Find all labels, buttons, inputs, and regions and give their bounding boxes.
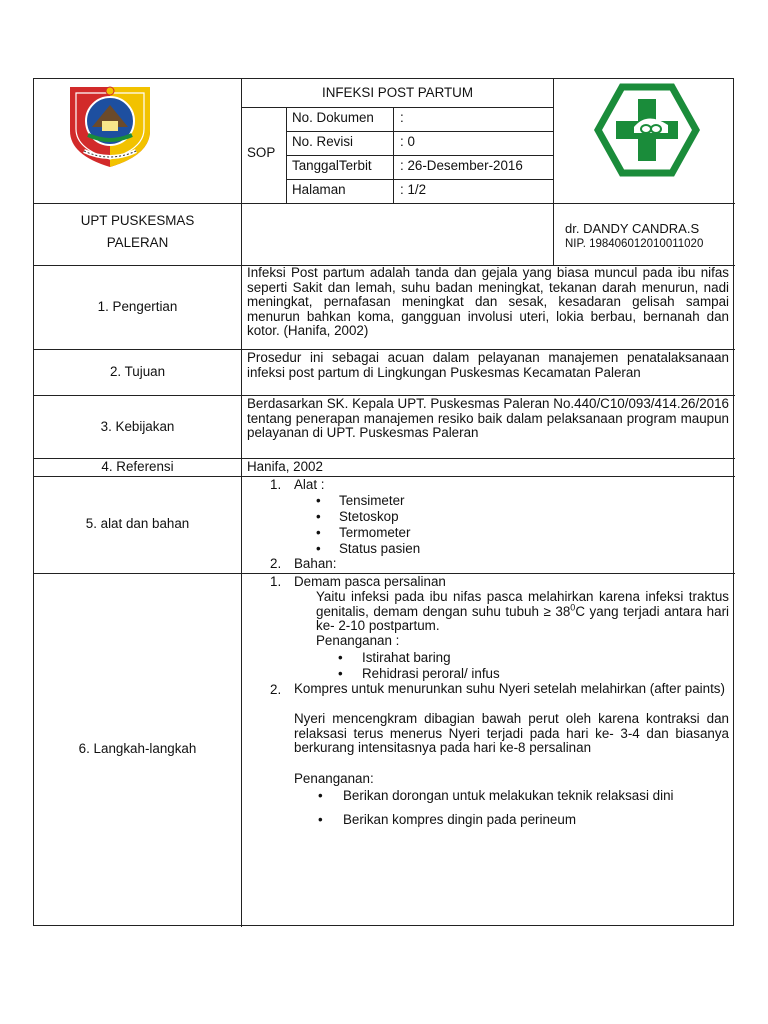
step1-handling-label: Penanganan : — [316, 633, 400, 648]
org-name-line2: PALERAN — [106, 235, 169, 250]
divider — [286, 131, 553, 132]
divider — [241, 107, 553, 108]
alat-item: Tensimeter — [339, 493, 405, 508]
bahan-title: Bahan: — [294, 556, 337, 571]
kebijakan-text: Berdasarkan SK. Kepala UPT. Puskesmas Paleran No.440/C10/093/414.26/2016 tentang penerapan manajemen resiko baik dalam pelaksanaan program maupun pelayanan di UPT. Puskesmas Paleran — [247, 396, 729, 440]
alat-number: 1. — [270, 477, 282, 492]
bahan-number: 2. — [270, 556, 282, 571]
referensi-text: Hanifa, 2002 — [247, 459, 323, 474]
alat-item: Termometer — [339, 525, 411, 540]
step2-handling-item: Berikan kompres dingin pada perineum — [343, 812, 576, 827]
step2-title: Kompres untuk menurunkan suhu Nyeri setelah melahirkan (after paints) — [294, 681, 725, 696]
section-label-langkah: 6. Langkah-langkah — [78, 741, 197, 756]
step1-handling-item: Istirahat baring — [362, 650, 451, 665]
divider — [34, 476, 735, 477]
field-label-no-revisi: No. Revisi — [292, 134, 354, 149]
section-label-pengertian: 1. Pengertian — [97, 299, 178, 314]
sop-document — [33, 78, 734, 926]
field-value-no-revisi: : 0 — [400, 134, 415, 149]
alat-item: Stetoskop — [339, 509, 399, 524]
step2-handling-label: Penanganan: — [294, 771, 374, 786]
signer-name: dr. DANDY CANDRA.S — [565, 221, 700, 236]
divider — [34, 203, 735, 204]
tujuan-text: Prosedur ini sebagai acuan dalam pelayanan manajemen penatalaksanaan infeksi post partum di Lingkungan Puskesmas Kecamatan Paleran — [247, 350, 729, 380]
divider — [286, 179, 553, 180]
sop-label: SOP — [247, 145, 276, 160]
bullet-icon: • — [338, 650, 343, 665]
section-label-kebijakan: 3. Kebijakan — [100, 419, 175, 434]
puskesmas-logo-icon — [594, 83, 700, 177]
bullet-icon: • — [316, 541, 321, 556]
bullet-icon: • — [316, 525, 321, 540]
step2-description: Nyeri mencengkram dibagian bawah perut oleh karena kontraksi dan relaksasi terus menerus Nyeri terjadi pada hari ke- 3-4 dan biasanya berkurang intensitasnya pada hari ke-8 persalinan — [294, 711, 729, 755]
divider — [553, 79, 554, 265]
step1-description: Yaitu infeksi pada ibu nifas pasca melahirkan karena infeksi traktus genitalis, demam dengan suhu tubuh ≥ $38^0C$ yang terjadi antara hari ke- 2-10 postpartum. — [316, 589, 730, 633]
field-label-tanggal-terbit: TanggalTerbit — [292, 158, 372, 173]
signer-nip: NIP. 198406012010011020 — [565, 238, 704, 250]
field-label-halaman: Halaman — [292, 182, 346, 197]
bullet-icon: • — [316, 509, 321, 524]
field-value-no-dokumen: : — [400, 110, 404, 125]
bullet-icon: • — [318, 788, 323, 803]
step2-number: 2. — [270, 682, 282, 697]
alat-item: Status pasien — [339, 541, 421, 556]
divider — [241, 79, 242, 927]
divider — [286, 155, 553, 156]
regional-emblem-icon — [64, 81, 156, 169]
section-label-tujuan: 2. Tujuan — [109, 364, 166, 379]
step1-number: 1. — [270, 574, 282, 589]
bullet-icon: • — [338, 666, 343, 681]
field-value-halaman: : 1/2 — [400, 182, 427, 197]
field-label-no-dokumen: No. Dokumen — [292, 110, 374, 125]
bullet-icon: • — [318, 812, 323, 827]
section-label-alat-bahan: 5. alat dan bahan — [85, 516, 190, 531]
document-title: INFEKSI POST PARTUM — [321, 85, 474, 100]
field-value-tanggal-terbit: : 26-Desember-2016 — [400, 158, 523, 173]
step1-title: Demam pasca persalinan — [294, 574, 446, 589]
bullet-icon: • — [316, 493, 321, 508]
org-name-line1: UPT PUSKESMAS — [80, 213, 195, 228]
pengertian-text: Infeksi Post partum adalah tanda dan gejala yang biasa muncul pada ibu nifas seperti Sakit dan lemah, suhu badan meningkat, tekanan darah menurun, nadi meningkat, pernafasan meningkat dan sesak, kesadaran gelisah sampai menurun bahkan koma, gangguan involusi uteri, lokia berbau, bernanah dan kotor. (Hanifa, 2002) — [247, 265, 729, 338]
step1-handling-item: Rehidrasi peroral/ infus — [362, 666, 500, 681]
section-label-referensi: 4. Referensi — [101, 459, 174, 474]
step2-handling-item: Berikan dorongan untuk melakukan teknik relaksasi dini — [343, 788, 674, 803]
alat-title: Alat : — [294, 477, 325, 492]
